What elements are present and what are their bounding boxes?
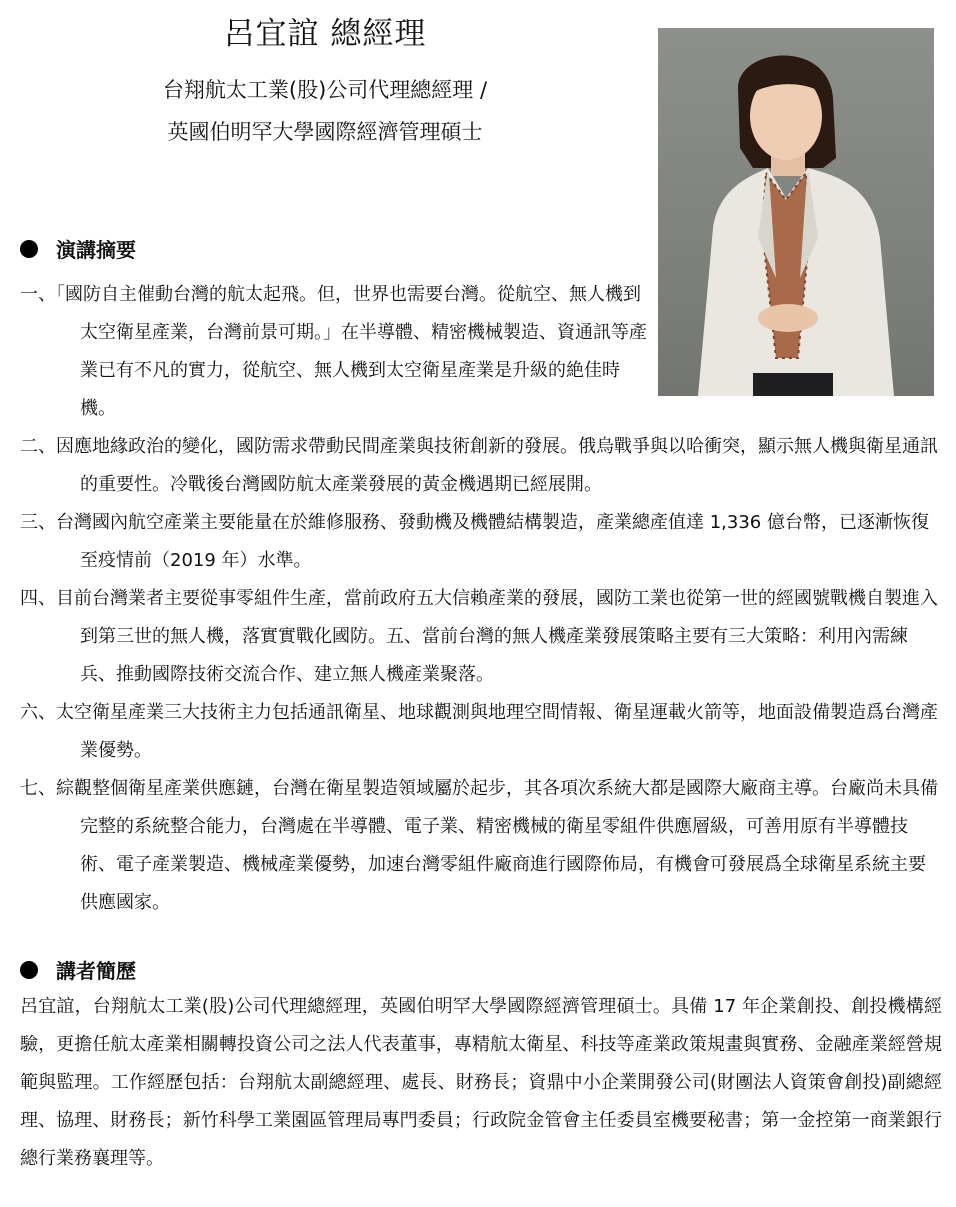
speaker-name: 呂宜誼 總經理 <box>223 16 427 52</box>
summary-item: 七、綜觀整個衛星產業供應鏈，台灣在衛星製造領域屬於起步，其各項次系統大都是國際大廠商主導。台廠尚未具備完整的系統整合能力，台灣處在半導體、電子業、精密機械的衛星零組件供應層級，可善用原有半導體技術、電子產業製造、機械產業優勢，加速台灣零組件廠商進行國際佈局，有機會可發展爲全球衛星系統主要供應國家。 <box>20 778 938 913</box>
speaker-degree: 英國伯明罕大學國際經濟管理碩士 <box>167 120 483 144</box>
summary-list <box>20 276 942 922</box>
summary-item: 三、台灣國內航空產業主要能量在於維修服務、發動機及機體結構製造，產業總產值達 1,336 億台幣，已逐漸恢復至疫情前（2019 年）水準。 <box>20 512 929 571</box>
summary-item: 二、因應地緣政治的變化，國防需求帶動民間產業與技術創新的發展。俄烏戰爭與以哈衝突，顯示無人機與衛星通訊的重要性。冷戰後台灣國防航太產業發展的黃金機遇期已經展開。 <box>20 436 938 495</box>
speaker-title: 台翔航太工業(股)公司代理總經理 / <box>162 78 488 102</box>
bullet-icon <box>20 240 38 258</box>
summary-heading-label: 演講摘要 <box>56 238 136 262</box>
summary-item: 六、太空衛星產業三大技術主力包括通訊衛星、地球觀測與地理空間情報、衛星運載火箭等，地面設備製造爲台灣產業優勢。 <box>20 702 938 761</box>
summary-item: 四、目前台灣業者主要從事零組件生產，當前政府五大信賴產業的發展，國防工業也從第一世的經國號戰機自製進入到第三世的無人機，落實實戰化國防。五、當前台灣的無人機產業發展策略主要有三大策略：利用內需練兵、推動國際技術交流合作、建立無人機產業聚落。 <box>20 588 938 685</box>
summary-heading <box>20 234 136 263</box>
bio-heading <box>20 955 136 984</box>
bullet-icon <box>20 961 38 979</box>
bio-text: 呂宜誼，台翔航太工業(股)公司代理總經理，英國伯明罕大學國際經濟管理碩士。具備 17 年企業創投、創投機構經驗，更擔任航太產業相關轉投資公司之法人代表董事，專精航太衛星、科技等產業政策規畫與實務、金融產業經營規範與監理。工作經歷包括：台翔航太副總經理、處長、財務長；資鼎中小企業開發公司(財團法人資策會創投)副總經理、協理、財務長；新竹科學工業園區管理局專門委員；行政院金管會主任委員室機要秘書；第一金控第一商業銀行總行業務襄理等。 <box>20 996 942 1169</box>
bio-heading-label: 講者簡歷 <box>56 959 136 983</box>
summary-item: 一、「國防自主催動台灣的航太起飛。但，世界也需要台灣。從航空、無人機到太空衛星產業，台灣前景可期。」在半導體、精密機械製造、資通訊等產業已有不凡的實力，從航空、無人機到太空衛星產業是升級的絶佳時機。 <box>20 284 647 419</box>
